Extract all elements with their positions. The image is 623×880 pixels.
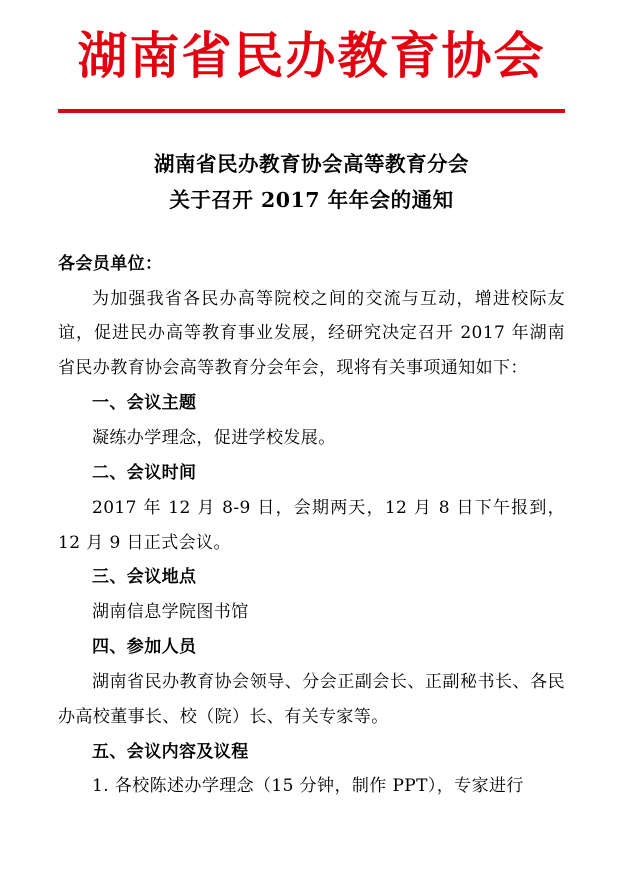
letterhead-divider: [58, 109, 565, 113]
document-title-line-2: 关于召开 2017 年年会的通知: [169, 187, 454, 212]
letterhead: [58, 0, 565, 113]
section-body-5: 1. 各校陈述办学理念（15 分钟，制作 PPT），专家进行: [92, 776, 524, 797]
salutation: 各会员单位：: [58, 253, 163, 274]
letterhead-organization-title: 湖南省民办教育协会: [77, 26, 546, 85]
section-heading-1: 一、会议主题: [92, 393, 197, 414]
section-body-2: 2017 年 12 月 8-9 日，会期两天，12 月 8 日下午报到，12 月 9 日正式会议。: [58, 497, 565, 553]
section-heading-3: 三、会议地点: [92, 567, 197, 588]
section-heading-2: 二、会议时间: [92, 462, 197, 483]
document-title: [58, 147, 565, 219]
intro-paragraph: 为加强我省各民办高等院校之间的交流与互动，增进校际友谊，促进民办高等教育事业发展，经研究决定召开 2017 年湖南省民办教育协会高等教育分会年会，现将有关事项通知如下：: [58, 288, 565, 379]
document-body: [58, 247, 565, 805]
section-heading-4: 四、参加人员: [92, 637, 197, 658]
section-body-3: 湖南信息学院图书馆: [92, 602, 249, 623]
section-body-4: 湖南省民办教育协会领导、分会正副会长、正副秘书长、各民办高校董事长、校（院）长、有关专家等。: [58, 671, 565, 727]
section-heading-5: 五、会议内容及议程: [92, 741, 249, 762]
section-body-1: 凝练办学理念，促进学校发展。: [92, 427, 336, 448]
document-title-line-1: 湖南省民办教育协会高等教育分会: [154, 152, 469, 176]
